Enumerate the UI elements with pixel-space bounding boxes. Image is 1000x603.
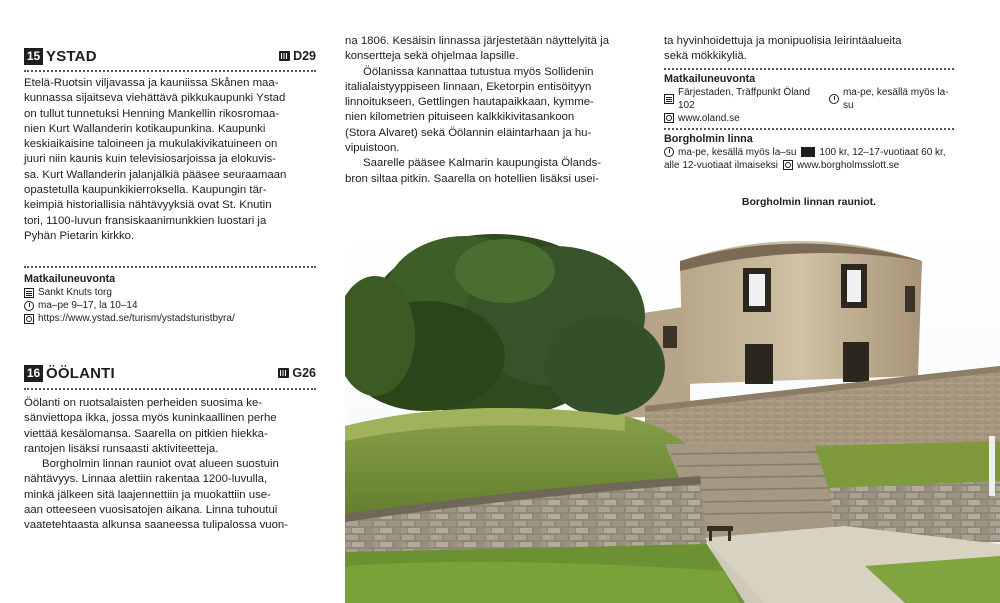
clock-icon: [829, 94, 839, 104]
photo-caption: Borgholmin linnan rauniot.: [741, 196, 877, 208]
text-line: konsertteja sekä ohjelmaa lapsille.: [345, 50, 519, 63]
map-reference: [279, 49, 316, 63]
info-title: Matkailuneuvonta: [664, 72, 756, 85]
text-line: juuri niin kaunis kuin televisiosarjoissa ja elokuvis-: [24, 153, 276, 166]
web-icon: [24, 314, 34, 324]
text-line: minkä jälkeen sitä laajennettiin ja muokattiin use-: [24, 488, 271, 501]
map-grid-code: D29: [293, 49, 316, 63]
ticket-icon: [801, 147, 815, 157]
text-line: vaatetehtaasta alkunsa saaneessa tulipalossa vuon-: [24, 519, 289, 532]
map-icon: [279, 51, 290, 61]
text-line: opastetulla kaupunkikierroksella. Kaupungin tär-: [24, 184, 267, 197]
text-line: Borgholmin linnan rauniot ovat alueen suostuin: [42, 458, 279, 471]
divider: [664, 68, 954, 70]
clock-icon: [24, 301, 34, 311]
text-line: on tullut tunnetuksi Henning Mankellin rikosromaa-: [24, 107, 280, 120]
text-line: rantojen lisäksi runsaasti aktiviteetteja.: [24, 442, 219, 455]
web-link[interactable]: https://www.ystad.se/turism/ystadsturistbyra/: [38, 313, 235, 324]
web-link[interactable]: www.borgholmsslott.se: [796, 159, 900, 171]
info-title: Borgholmin linna: [664, 132, 753, 145]
info-web[interactable]: [664, 112, 954, 125]
section-heading-oolanti: [24, 363, 316, 383]
text-line: keimpiä historiallisia nähtävyyksiä ovat St. Knutin: [24, 199, 272, 212]
oolanti-body: [24, 396, 316, 534]
map-icon: [278, 368, 289, 378]
section-heading-ystad: [24, 46, 316, 66]
info-title: Matkailuneuvonta: [24, 273, 116, 285]
text-line: aan otteeseen vuosisatojen aikana. Linna tuhoutui: [24, 504, 278, 517]
text-line: Öölanti on ruotsalaisten perheiden suosima ke-: [24, 397, 263, 409]
text-line: na 1806. Kesäisin linnassa järjestetään näyttelyitä ja: [345, 35, 610, 47]
text-line: italialaistyyppiseen linnaan, Eketorpin entisöityyn: [345, 80, 592, 93]
map-grid-code: G26: [292, 366, 316, 380]
text-line: sänviettopa ikka, jossa myös kuninkaallinen perhe: [24, 412, 277, 425]
column-2: [345, 34, 636, 187]
info-web[interactable]: [24, 312, 316, 325]
text-line: (Stora Alvaret) sekä Öölannin eläintarhaan ja hu-: [345, 126, 592, 139]
text-line: linnoitukseen, Gettlingen hautapaikkaan, kymme-: [345, 96, 594, 109]
info-web[interactable]: alle 12-vuotiaat ilmaiseksi www.borgholmsslott.se: [664, 159, 900, 171]
map-reference: [278, 366, 316, 380]
text-line: nien kilometrien pituiseen kalkkikivitasankoon: [345, 111, 575, 124]
divider: [664, 128, 954, 130]
text-line: keskiaikaisine taloineen ja mukulakivikatuineen on: [24, 138, 278, 151]
text-line: Öölanissa kannattaa tutustua myös Sollidenin: [363, 65, 594, 78]
info-box-ystad: [24, 272, 316, 325]
divider: [24, 266, 316, 268]
info-hours: ma-pe, kesällä myös la–su 100 kr, 12–17-vuotiaat 60 kr,: [664, 146, 954, 159]
section-title: YSTAD: [46, 47, 97, 65]
text-line: sa. Kurt Wallanderin jalanjälkiä pääsee seuraamaan: [24, 168, 287, 181]
section-number: 15: [24, 48, 43, 65]
web-icon: [664, 113, 674, 123]
section-number: 16: [24, 365, 43, 382]
section-title: ÖÖLANTI: [46, 364, 115, 382]
divider: [24, 388, 316, 390]
text-line: Saarelle pääsee Kalmarin kaupungista Ölands-: [363, 157, 602, 170]
clock-icon: [664, 147, 674, 157]
column-3: [664, 34, 954, 172]
text-line: Pyhän Pietarin kirkko.: [24, 229, 135, 242]
info-hours: ma–pe 9–17, la 10–14: [24, 299, 316, 312]
ystad-body: [24, 76, 316, 244]
text-line: sekä mökkikyliä.: [664, 50, 747, 63]
castle-ruins-photo: [345, 226, 1000, 603]
address-icon: [664, 94, 674, 104]
text-line: vipuistoon.: [345, 142, 400, 155]
text-line: Etelä-Ruotsin viljavassa ja kauniissa Skånen maa-: [24, 77, 279, 89]
info-address: Färjestaden, Träffpunkt Öland 102 ma-pe, kesällä myös la-su: [664, 86, 954, 112]
text-line: viettää kesälomansa. Saarella on pitkien hiekka-: [24, 427, 268, 440]
address-icon: [24, 288, 34, 298]
divider: [24, 70, 316, 72]
web-icon: [783, 160, 793, 170]
text-line: nien Kurt Wallanderin kotikaupunkina. Kaupunki: [24, 122, 266, 135]
info-address: Sankt Knuts torg: [24, 286, 316, 299]
text-line: kunnassa sijaitseva viehättävä pikkukaupunki Ystad: [24, 92, 286, 105]
text-line: ta hyvinhoidettuja ja monipuolisia leirintäalueita: [664, 35, 902, 47]
text-line: tori, 1100-luvun fransiskaanimunkkien luostari ja: [24, 214, 267, 227]
text-line: nähtävyys. Linnaa alettiin rakentaa 1200-luvulla,: [24, 473, 268, 486]
web-link[interactable]: www.oland.se: [678, 112, 740, 124]
text-line: bron siltaa pitkin. Saarella on hotellien lisäksi usei-: [345, 172, 599, 185]
